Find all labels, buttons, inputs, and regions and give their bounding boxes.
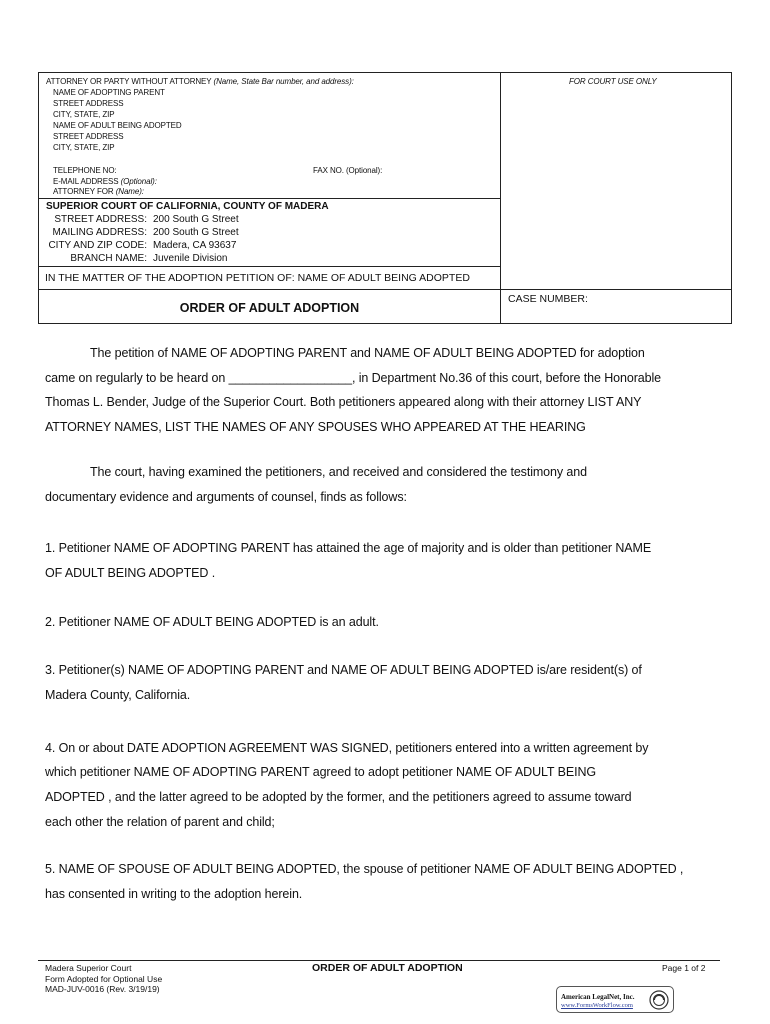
body-line: 1. Petitioner NAME OF ADOPTING PARENT has attained the age of majority and is older than petitioner NAME (45, 541, 652, 555)
body-line: documentary evidence and arguments of counsel, finds as follows: (45, 490, 407, 504)
court-use-label: FOR COURT USE ONLY (569, 77, 657, 86)
attorney-line: CITY, STATE, ZIP (53, 143, 115, 152)
telephone-label: TELEPHONE NO: (53, 166, 117, 175)
vendor-logo-icon (649, 990, 669, 1010)
body-line: OF ADULT BEING ADOPTED . (45, 566, 216, 580)
attorney-line: NAME OF ADULT BEING ADOPTED (53, 121, 182, 130)
court-address-label: MAILING ADDRESS: (52, 227, 147, 238)
caption-divider-1 (39, 198, 500, 199)
body-line: The court, having examined the petitioners, and received and considered the testimony and (90, 465, 587, 479)
body-line: The petition of NAME OF ADOPTING PARENT and NAME OF ADULT BEING ADOPTED for adoption (90, 346, 645, 360)
footer-left-line: MAD-JUV-0016 (Rev. 3/19/19) (45, 984, 160, 994)
vendor-name: American LegalNet, Inc. (561, 993, 635, 1001)
attorney-line: CITY, STATE, ZIP (53, 110, 115, 119)
vendor-url[interactable]: www.FormsWorkFlow.com (561, 1002, 633, 1009)
caption-box (38, 72, 732, 324)
attorney-block (53, 87, 182, 153)
page-number: Page 1 of 2 (662, 963, 706, 973)
court-address-value: 200 South G Street (153, 227, 239, 238)
matter-line: IN THE MATTER OF THE ADOPTION PETITION OF: NAME OF ADULT BEING ADOPTED (45, 272, 470, 284)
court-address-label: STREET ADDRESS: (54, 214, 147, 225)
body-line: ATTORNEY NAMES, LIST THE NAMES OF ANY SPOUSES WHO APPEARED AT THE HEARING (45, 420, 586, 434)
email-label: E-MAIL ADDRESS (53, 177, 119, 186)
attorney-for-line (53, 186, 144, 197)
body-line: came on regularly to be heard on __________________, in Department No.36 of this court, before the Honorable (45, 371, 662, 385)
attorney-for-note: (Name): (115, 187, 144, 196)
footer-left-line: Madera Superior Court (45, 963, 132, 973)
footer-left (45, 963, 162, 995)
attorney-label: ATTORNEY OR PARTY WITHOUT ATTORNEY (46, 77, 212, 86)
form-title: ORDER OF ADULT ADOPTION (179, 301, 360, 315)
court-address-row (39, 252, 239, 265)
court-address-value: Madera, CA 93637 (153, 240, 237, 251)
body-line: which petitioner NAME OF ADOPTING PARENT agreed to adopt petitioner NAME OF ADULT BEING (45, 765, 596, 779)
court-address-block (39, 213, 239, 265)
body-line: 3. Petitioner(s) NAME OF ADOPTING PARENT and NAME OF ADULT BEING ADOPTED is/are resident(s) of (45, 663, 642, 677)
attorney-label-line (46, 76, 354, 87)
court-name: SUPERIOR COURT OF CALIFORNIA, COUNTY OF MADERA (46, 201, 329, 212)
court-address-value: 200 South G Street (153, 214, 239, 225)
footer-left-line: Form Adopted for Optional Use (45, 973, 163, 984)
body-line: ADOPTED , and the latter agreed to be adopted by the former, and the petitioners agreed to assume toward (45, 790, 632, 804)
court-address-label: CITY AND ZIP CODE: (48, 240, 147, 251)
vendor-stamp (556, 986, 674, 1013)
attorney-label-note: (Name, State Bar number, and address): (213, 77, 354, 86)
court-address-label: BRANCH NAME: (70, 253, 147, 264)
body-line: has consented in writing to the adoption herein. (45, 887, 303, 901)
caption-divider-vertical (500, 73, 501, 323)
body-line: Madera County, California. (45, 688, 191, 702)
attorney-for-label: ATTORNEY FOR (53, 187, 114, 196)
attorney-line: STREET ADDRESS (53, 99, 124, 108)
fax-label: FAX NO. (Optional): (313, 166, 383, 175)
body-line: 4. On or about DATE ADOPTION AGREEMENT WAS SIGNED, petitioners entered into a written agreement by (45, 741, 649, 755)
caption-divider-2 (39, 266, 500, 267)
body-line: 5. NAME OF SPOUSE OF ADULT BEING ADOPTED, the spouse of petitioner NAME OF ADULT BEING ADOPTED , (45, 862, 684, 876)
body-line: 2. Petitioner NAME OF ADULT BEING ADOPTED is an adult. (45, 615, 379, 629)
footer-rule (38, 960, 720, 961)
court-address-row (39, 226, 239, 239)
case-number-label: CASE NUMBER: (508, 293, 588, 305)
email-note: (Optional): (120, 177, 157, 186)
body-line: each other the relation of parent and child; (45, 815, 275, 829)
court-address-row (39, 239, 239, 252)
court-address-value: Juvenile Division (153, 253, 228, 264)
footer-title: ORDER OF ADULT ADOPTION (312, 962, 463, 974)
court-address-row (39, 213, 239, 226)
attorney-line: STREET ADDRESS (53, 132, 124, 141)
attorney-line: NAME OF ADOPTING PARENT (53, 88, 165, 97)
caption-divider-3 (39, 289, 731, 290)
body-line: Thomas L. Bender, Judge of the Superior Court. Both petitioners appeared along with their attorney LIST ANY (45, 395, 642, 409)
